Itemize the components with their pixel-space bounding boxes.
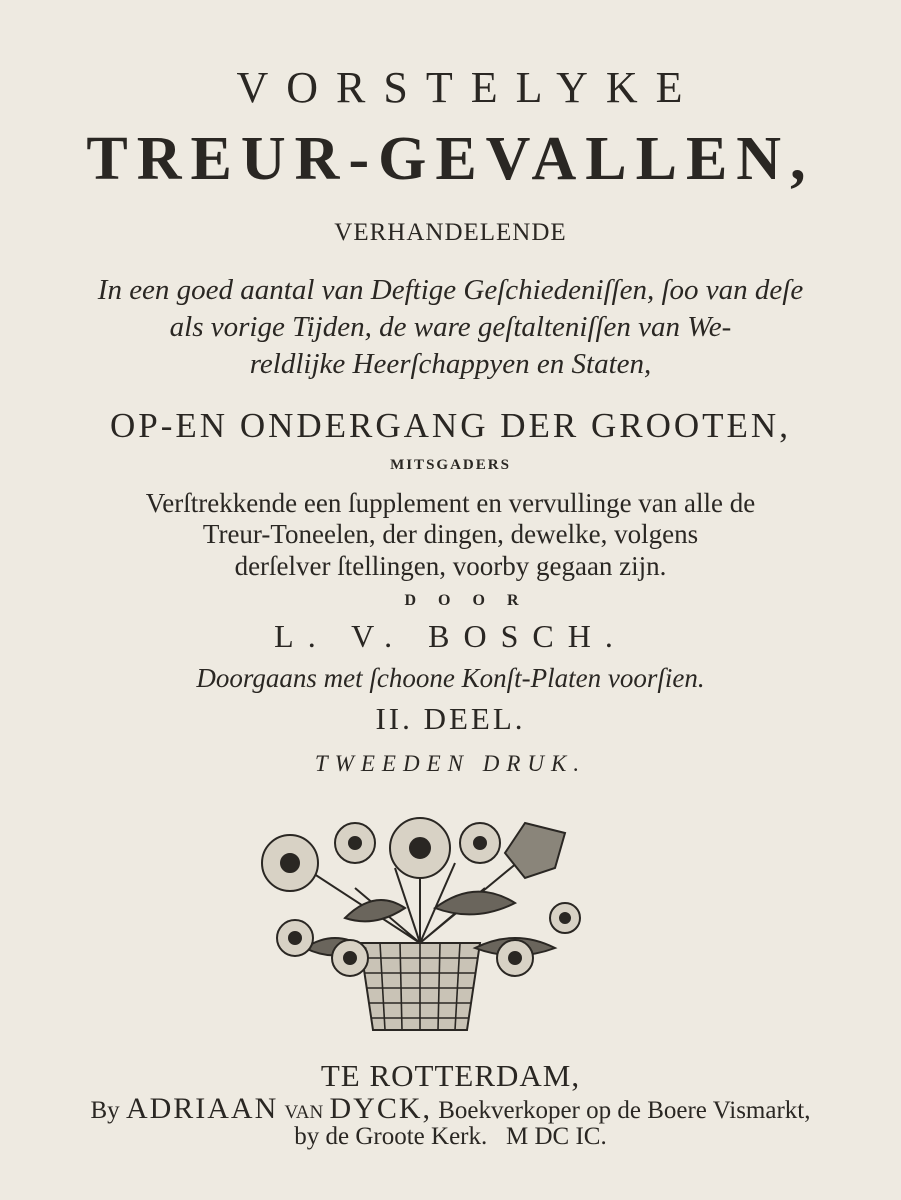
publisher-address-2: by de Groote Kerk. xyxy=(294,1123,488,1150)
imprint-by: By xyxy=(90,1097,120,1124)
publisher-van: VAN xyxy=(284,1102,324,1123)
flower-basket-woodcut xyxy=(245,808,595,1038)
publisher-last-name: DYCK, xyxy=(329,1092,432,1125)
plates-note: Doorgaans met ſchoone Konſt-Platen voorſien. xyxy=(196,663,705,693)
italic-line: als vorige Tijden, de ware geſtalteniſſen van We- xyxy=(169,311,732,343)
title-line-1: VORSTELYKE xyxy=(236,63,701,112)
publisher-address: Boekverkoper op de Boere Vismarkt, xyxy=(438,1097,811,1124)
imprint-city: TE ROTTERDAM, xyxy=(320,1058,581,1093)
heading-op-en-ondergang: OP-EN ONDERGANG DER GROOTEN, xyxy=(110,406,791,445)
italic-line: reldlijke Heerſchappyen en Staten, xyxy=(249,348,652,380)
volume: II. DEEL. xyxy=(375,701,526,736)
publication-year: M DC IC. xyxy=(506,1123,607,1150)
author: L. V. BOSCH. xyxy=(274,618,627,654)
edition: TWEEDEN DRUK. xyxy=(314,751,587,776)
roman-line: Verſtrekkende een ſupplement en vervullinge van alle de xyxy=(145,488,756,518)
italic-line: In een goed aantal van Deftige Geſchiedeniſſen, ſoo van deſe xyxy=(97,274,804,306)
title-line-2: TREUR-GEVALLEN, xyxy=(86,125,815,193)
publisher-first-name: ADRIAAN xyxy=(125,1092,279,1125)
mitsgaders: MITSGADERS xyxy=(390,457,511,473)
door: DOOR xyxy=(404,592,541,609)
subtitle: VERHANDELENDE xyxy=(334,219,567,246)
roman-line: derſelver ſtellingen, voorby gegaan zijn. xyxy=(234,551,667,581)
imprint-publisher xyxy=(0,1094,901,1124)
imprint-address-year xyxy=(0,1124,901,1149)
roman-line: Treur-Toneelen, der dingen, dewelke, volgens xyxy=(202,519,699,549)
